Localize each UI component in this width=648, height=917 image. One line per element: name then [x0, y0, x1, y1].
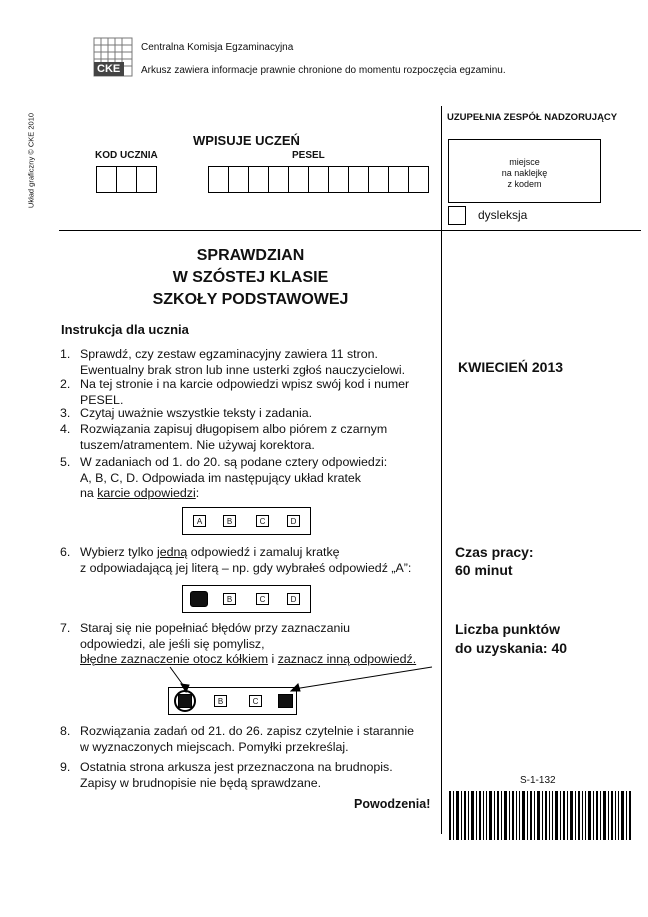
exam-title-line1: SPRAWDZIAN: [196, 247, 305, 264]
instruction-number: 4.: [60, 422, 71, 436]
instruction-text-part: :: [195, 486, 200, 500]
exam-time: [455, 543, 534, 579]
sticker-area[interactable]: [448, 139, 601, 203]
institution-name: Centralna Komisja Egzaminacyjna: [141, 42, 294, 53]
option-d-filled-box: [278, 694, 293, 708]
instruction-text: A, B, C, D. Odpowiada im następujący układ kratek: [80, 470, 361, 485]
exam-title-line2: W SZÓSTEJ KLASIE: [172, 269, 329, 286]
sticker-text-2: na naklejkę: [501, 168, 548, 178]
pesel-cell[interactable]: [348, 166, 369, 193]
option-a-filled-box: [190, 591, 208, 607]
instruction-number: 3.: [60, 406, 71, 420]
option-c-box: C: [256, 515, 269, 527]
instruction-text-part: na: [80, 486, 98, 500]
sticker-text-1: miejsce: [509, 157, 540, 167]
instruction-text-part: i: [268, 652, 278, 666]
time-value: 60 minut: [455, 562, 513, 578]
code-cell[interactable]: [96, 166, 117, 193]
instruction-text: tuszem/atramentem. Nie używaj korektora.: [80, 437, 315, 452]
instruction-text: [80, 486, 387, 502]
instruction-number: 9.: [60, 760, 71, 774]
option-b-box: B: [214, 695, 227, 707]
answer-card-link-text: karcie odpowiedzi: [97, 486, 196, 500]
instruction-text: Zapisy w brudnopisie nie będą sprawdzane.: [80, 775, 322, 790]
emphasized-text: zaznacz inną odpowiedź.: [277, 652, 417, 666]
option-d-box: D: [287, 593, 300, 605]
instruction-text: [80, 545, 411, 561]
sheet-code: S-1-132: [520, 775, 556, 786]
option-c-box: C: [249, 695, 262, 707]
instruction-text: odpowiedzi, ale jeśli się pomylisz,: [80, 636, 265, 651]
pesel-cell[interactable]: [388, 166, 409, 193]
pesel-cell[interactable]: [368, 166, 389, 193]
dyslexia-checkbox[interactable]: [448, 206, 466, 225]
exam-date: KWIECIEŃ 2013: [458, 359, 564, 375]
answer-grid-correction-example: [168, 687, 297, 715]
option-a-box: A: [193, 515, 206, 527]
sticker-text-3: z kodem: [507, 179, 542, 189]
instruction-text-part: odpowiedź i zamaluj kratkę: [187, 545, 340, 559]
supervisor-section-title: UZUPEŁNIA ZESPÓŁ NADZORUJĄCY: [447, 112, 618, 123]
exam-title-line3: SZKOŁY PODSTAWOWEJ: [152, 291, 349, 308]
student-code-label: KOD UCZNIA: [95, 150, 158, 161]
answer-grid-filled-example: [182, 585, 311, 613]
emphasized-text: błędne zaznaczenie otocz kółkiem: [80, 652, 269, 666]
cke-logo-text: CKE: [97, 63, 121, 75]
main-vertical-divider: [441, 106, 442, 834]
answer-grid-example: [182, 507, 311, 535]
instructions-heading: Instrukcja dla ucznia: [61, 322, 189, 337]
dyslexia-label: dysleksja: [478, 208, 528, 222]
time-label: Czas pracy:: [455, 544, 534, 560]
instruction-text: PESEL.: [80, 392, 124, 407]
instruction-number: 2.: [60, 377, 71, 391]
instruction-text: Sprawdź, czy zestaw egzaminacyjny zawiera 11 stron.: [80, 347, 378, 361]
instruction-text: Rozwiązania zadań od 21. do 26. zapisz czytelnie i starannie: [80, 724, 415, 738]
instruction-number: 7.: [60, 621, 71, 635]
instruction-number: 5.: [60, 455, 71, 469]
option-c-box: C: [256, 593, 269, 605]
pesel-cell[interactable]: [268, 166, 289, 193]
pesel-cell[interactable]: [408, 166, 429, 193]
option-a-crossed-box: [178, 694, 192, 708]
instruction-text: w wyznaczonych miejscach. Pomyłki przekreślaj.: [80, 739, 349, 754]
instruction-number: 8.: [60, 724, 71, 738]
pesel-cell[interactable]: [288, 166, 309, 193]
instruction-text: Ewentualny brak stron lub inne usterki zgłoś nauczycielowi.: [80, 362, 406, 377]
instruction-text: W zadaniach od 1. do 20. są podane cztery odpowiedzi:: [80, 455, 388, 469]
instruction-text: Rozwiązania zapisuj długopisem albo piórem z czarnym: [80, 422, 388, 436]
emphasized-text: jedną: [157, 545, 188, 559]
instruction-text: Ostatnia strona arkusza jest przeznaczona na brudnopis.: [80, 760, 393, 774]
pesel-cell[interactable]: [248, 166, 269, 193]
code-cell[interactable]: [136, 166, 157, 193]
pesel-cell[interactable]: [308, 166, 329, 193]
instruction-text-part: Wybierz tylko: [80, 545, 157, 559]
points-value: do uzyskania: 40: [455, 640, 568, 656]
pesel-label: PESEL: [292, 150, 325, 161]
instruction-number: 6.: [60, 545, 71, 559]
code-cell[interactable]: [116, 166, 137, 193]
option-b-box: B: [223, 593, 236, 605]
header-divider: [59, 230, 641, 231]
pesel-cell[interactable]: [208, 166, 229, 193]
closing-text: Powodzenia!: [354, 797, 431, 811]
points-label: Liczba punktów: [455, 621, 560, 637]
exam-points: [455, 620, 567, 658]
exam-title: [60, 245, 441, 311]
side-note: Układ graficzny © CKE 2010: [26, 112, 36, 209]
pesel-cell[interactable]: [228, 166, 249, 193]
option-b-box: B: [223, 515, 236, 527]
instruction-text: Na tej stronie i na karcie odpowiedzi wpisz swój kod i numer: [80, 377, 410, 391]
option-d-box: D: [287, 515, 300, 527]
pesel-cell[interactable]: [328, 166, 349, 193]
instruction-text: Czytaj uważnie wszystkie teksty i zadania.: [80, 406, 313, 420]
barcode-icon: [449, 791, 633, 840]
instruction-text: Staraj się nie popełniać błędów przy zaznaczaniu: [80, 621, 350, 635]
cke-logo: [92, 36, 134, 78]
instruction-text: z odpowiadającą jej literą – np. gdy wybrałeś odpowiedź „A”:: [80, 560, 412, 575]
instruction-number: 1.: [60, 347, 71, 361]
confidential-notice: Arkusz zawiera informacje prawnie chronione do momentu rozpoczęcia egzaminu.: [141, 65, 506, 76]
student-section-title: WPISUJE UCZEŃ: [193, 133, 300, 148]
